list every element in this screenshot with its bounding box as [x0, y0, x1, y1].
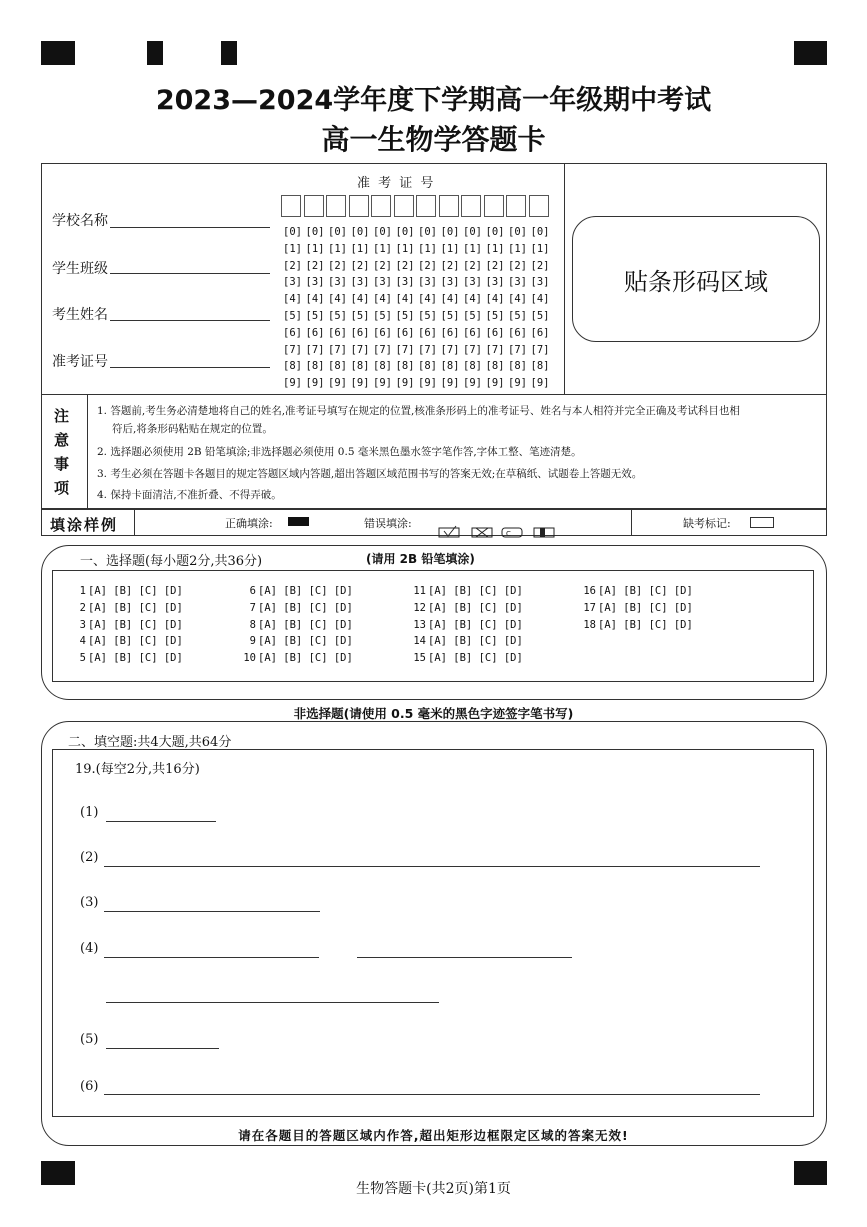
exam-id-bubble[interactable]: [5] — [373, 310, 392, 322]
exam-id-bubble[interactable]: [3] — [395, 276, 415, 289]
exam-id-bubble[interactable]: [7] — [418, 343, 437, 356]
exam-id-bubble[interactable]: [5] — [463, 310, 482, 322]
exam-id-bubble[interactable]: [4] — [283, 293, 302, 306]
exam-id-bubble[interactable]: [8] — [440, 360, 460, 373]
exam-id-bubble[interactable]: [2] — [350, 259, 370, 272]
exam-id-bubble[interactable]: [6] — [440, 326, 460, 339]
exam-id-bubble[interactable]: [9] — [530, 377, 550, 390]
choice-question-number: 2 — [79, 601, 86, 614]
q19-heading: 19.(每空2分,共16分) — [75, 762, 200, 777]
exam-id-bubble[interactable]: [5] — [418, 310, 437, 322]
fill-wrong-samples — [432, 514, 556, 542]
notice-heading-char: 项 — [54, 479, 70, 497]
exam-id-bubble[interactable]: [0] — [440, 226, 460, 238]
exam-id-bubble[interactable]: [8] — [350, 360, 370, 373]
exam-id-bubble[interactable]: [1] — [373, 242, 392, 255]
notice-divider — [87, 394, 88, 509]
exam-id-bubble[interactable]: [5] — [350, 310, 370, 322]
exam-id-bubble[interactable]: [7] — [395, 343, 415, 356]
exam-id-bubble[interactable]: [0] — [530, 226, 550, 238]
exam-id-bubble[interactable]: [7] — [328, 343, 347, 356]
exam-id-bubble[interactable]: [0] — [485, 226, 505, 238]
exam-id-bubble[interactable]: [1] — [395, 242, 415, 255]
fill-correct-label: 正确填涂: — [225, 517, 273, 530]
blank-label-4: (4) — [80, 941, 99, 956]
notice-heading-char: 意 — [54, 431, 70, 449]
fill-wrong-label: 错误填涂: — [364, 517, 412, 530]
exam-id-bubble[interactable]: [9] — [508, 377, 527, 390]
exam-id-bubble[interactable]: [0] — [373, 226, 392, 238]
page-subtitle: 高一生物学答题卡 — [321, 123, 546, 156]
choice-options[interactable]: [A] [B] [C] [D] — [428, 585, 523, 597]
exam-id-bubble[interactable]: [4] — [395, 293, 415, 306]
choice-question-number: 15 — [413, 652, 426, 665]
exam-id-box[interactable] — [529, 195, 549, 217]
blank-1-input[interactable] — [106, 821, 216, 822]
exam-id-bubble[interactable]: [6] — [530, 326, 550, 339]
notice-heading-char: 注 — [54, 407, 70, 425]
exam-id-bubble[interactable]: [8] — [418, 360, 437, 373]
exam-id-bubble[interactable]: [2] — [283, 259, 302, 272]
notice-item-4: 4. 保持卡面清洁,不准折叠、不得弄破。 — [97, 489, 282, 501]
notice-item-2: 2. 选择题必须使用 2B 铅笔填涂;非选择题必须使用 0.5 毫米黑色墨水签字笔作答,字体工整、笔迹清楚。 — [97, 446, 582, 458]
exam-id-bubble[interactable]: [2] — [440, 259, 460, 272]
exam-id-bubble[interactable]: [3] — [440, 276, 460, 289]
choice-question-number: 11 — [413, 585, 426, 597]
exam-id-bubble[interactable]: [4] — [485, 293, 505, 306]
exam-id-bubble[interactable]: [6] — [485, 326, 505, 339]
exam-id-bubble[interactable]: [6] — [395, 326, 415, 339]
barcode-label: 贴条形码区域 — [624, 268, 768, 296]
exam-id-bubble[interactable]: [9] — [305, 377, 325, 390]
choice-question-number: 14 — [413, 635, 426, 648]
blank-label-1: (1) — [80, 805, 99, 820]
exam-id-bubble[interactable]: [3] — [508, 276, 527, 289]
exam-id-bubble[interactable]: [5] — [305, 310, 325, 322]
registration-mark — [41, 41, 75, 65]
exam-id-bubble[interactable]: [2] — [373, 259, 392, 272]
blank-label-2: (2) — [80, 850, 99, 865]
exam-id-bubble[interactable]: [9] — [328, 377, 347, 390]
choice-question-number: 7 — [249, 601, 256, 614]
exam-id-bubble[interactable]: [0] — [305, 226, 325, 238]
exam-id-bubble[interactable]: [3] — [485, 276, 505, 289]
blank-2-input[interactable] — [104, 866, 760, 867]
registration-mark — [221, 41, 237, 65]
page-footer: 生物答题卡(共2页)第1页 — [356, 1181, 511, 1197]
exam-id-box[interactable] — [326, 195, 346, 217]
exam-id-bubble[interactable]: [0] — [283, 226, 302, 238]
exam-id-bubble[interactable]: [8] — [373, 360, 392, 373]
exam-id-bubble[interactable]: [0] — [350, 226, 370, 238]
choice-question-number: 8 — [249, 618, 256, 631]
exam-id-bubble[interactable]: [6] — [418, 326, 437, 339]
exam-id-bubble[interactable]: [3] — [418, 276, 437, 289]
exam-id-bubble[interactable]: [6] — [463, 326, 482, 339]
exam-id-bubble[interactable]: [4] — [440, 293, 460, 306]
blank-6-input[interactable] — [104, 1094, 760, 1095]
choice-options[interactable]: [A] [B] [C] [D] — [88, 652, 183, 665]
exam-id-bubble[interactable]: [9] — [373, 377, 392, 390]
choice-question-number: 16 — [583, 585, 596, 597]
section2-title: 二、填空题:共4大题,共64分 — [68, 735, 232, 750]
exam-id-bubble[interactable]: [3] — [305, 276, 325, 289]
exam-id-bubble[interactable]: [8] — [463, 360, 482, 373]
exam-id-bubble[interactable]: [0] — [508, 226, 527, 238]
fill-sample-heading: 填涂样例 — [50, 516, 119, 534]
exam-id-bubble[interactable]: [6] — [283, 326, 302, 339]
choice-question-number: 5 — [79, 652, 86, 665]
notice-heading — [54, 404, 69, 500]
exam-id-bubble[interactable]: [1] — [350, 242, 370, 255]
choice-question-number: 10 — [243, 652, 256, 665]
exam-id-bubble[interactable]: [9] — [485, 377, 505, 390]
choice-options[interactable]: [A] [B] [C] [D] — [88, 618, 183, 631]
exam-id-bubble[interactable]: [4] — [373, 293, 392, 306]
exam-id-bubble[interactable]: [3] — [463, 276, 482, 289]
exam-id-bubble[interactable]: [3] — [350, 276, 370, 289]
exam-id-bubble[interactable]: [2] — [328, 259, 347, 272]
exam-id-bubble[interactable]: [2] — [508, 259, 527, 272]
exam-id-box[interactable] — [416, 195, 436, 217]
absent-mark-box[interactable] — [750, 517, 774, 528]
exam-id-bubble[interactable]: [5] — [530, 310, 550, 322]
exam-id-bubble[interactable]: [2] — [305, 259, 325, 272]
choice-options[interactable]: [A] [B] [C] [D] — [88, 635, 183, 648]
choice-options[interactable]: [A] [B] [C] [D] — [258, 601, 353, 614]
choice-question-number: 9 — [249, 635, 256, 648]
exam-id-bubble[interactable]: [7] — [373, 343, 392, 356]
exam-id-box[interactable] — [281, 195, 301, 217]
exam-id-bubble[interactable]: [7] — [485, 343, 505, 356]
exam-id-box[interactable] — [349, 195, 369, 217]
field-examid-input[interactable] — [110, 367, 270, 368]
exam-id-bubble[interactable]: [2] — [418, 259, 437, 272]
exam-id-bubble[interactable]: [9] — [395, 377, 415, 390]
choice-question-number: 17 — [583, 601, 596, 614]
section1-note: (请用 2B 铅笔填涂) — [366, 552, 475, 566]
exam-id-box[interactable] — [461, 195, 481, 217]
exam-id-bubble[interactable]: [7] — [440, 343, 460, 356]
blank-4b-input[interactable] — [357, 957, 572, 958]
exam-id-bubble[interactable]: [3] — [328, 276, 347, 289]
exam-id-bubble[interactable]: [5] — [485, 310, 505, 322]
exam-id-box[interactable] — [506, 195, 526, 217]
notice-heading-char: 事 — [54, 455, 70, 473]
choice-options[interactable]: [A] [B] [C] [D] — [428, 601, 523, 614]
exam-id-bubble[interactable]: [4] — [350, 293, 370, 306]
fill-sample-divider — [134, 509, 135, 536]
choice-options[interactable]: [A] [B] [C] [D] — [258, 635, 353, 648]
fill-correct-sample — [288, 517, 309, 526]
exam-id-bubble[interactable]: [7] — [350, 343, 370, 356]
exam-id-bubble[interactable]: [8] — [395, 360, 415, 373]
wrong-fill-icons — [438, 525, 556, 539]
exam-id-bubble[interactable]: [7] — [305, 343, 325, 356]
choice-question-number: 12 — [413, 601, 426, 614]
exam-id-bubble[interactable]: [1] — [440, 242, 460, 255]
exam-id-bubble[interactable]: [5] — [440, 310, 460, 322]
exam-id-bubble[interactable]: [5] — [395, 310, 415, 322]
choice-question-number: 3 — [79, 618, 86, 631]
exam-id-bubble[interactable]: [1] — [508, 242, 527, 255]
fill-sample-divider — [631, 509, 632, 536]
exam-id-bubble[interactable]: [1] — [530, 242, 550, 255]
exam-id-bubble[interactable]: [5] — [283, 310, 302, 322]
exam-id-bubble[interactable]: [1] — [328, 242, 347, 255]
choice-question-number: 6 — [249, 585, 256, 597]
exam-id-bubble[interactable]: [4] — [418, 293, 437, 306]
exam-id-bubble[interactable]: [6] — [373, 326, 392, 339]
blank-3-input[interactable] — [104, 911, 320, 912]
notice-item-1-cont: 符后,将条形码粘贴在规定的位置。 — [112, 423, 273, 435]
exam-id-bubble[interactable]: [7] — [508, 343, 527, 356]
exam-id-bubble[interactable]: [5] — [508, 310, 527, 322]
exam-id-box[interactable] — [304, 195, 324, 217]
choice-question-number: 13 — [413, 618, 426, 631]
exam-id-bubble[interactable]: [2] — [463, 259, 482, 272]
exam-id-bubble[interactable]: [0] — [463, 226, 482, 238]
exam-id-bubble[interactable]: [0] — [328, 226, 347, 238]
exam-id-bubble[interactable]: [9] — [418, 377, 437, 390]
field-class-input[interactable] — [110, 273, 270, 274]
field-class-label: 学生班级 — [52, 261, 108, 277]
exam-id-bubble[interactable]: [8] — [485, 360, 505, 373]
choice-options[interactable]: [A] [B] [C] [D] — [258, 652, 353, 665]
exam-id-heading: 准 考 证 号 — [357, 176, 436, 191]
notice-item-3: 3. 考生必须在答题卡各题目的规定答题区域内答题,超出答题区域范围书写的答案无效;在草稿纸、试题卷上答题无效。 — [97, 468, 643, 480]
choice-options[interactable]: [A] [B] [C] [D] — [598, 585, 693, 597]
field-school-label: 学校名称 — [52, 213, 108, 229]
choice-question-number: 1 — [79, 585, 86, 597]
nonchoice-note: 非选择题(请使用 0.5 毫米的黑色字迹签字笔书写) — [293, 706, 574, 721]
field-school-input[interactable] — [110, 227, 270, 228]
exam-id-bubble[interactable]: [1] — [283, 242, 302, 255]
choice-options[interactable]: [A] [B] [C] [D] — [258, 585, 353, 597]
exam-id-bubble[interactable]: [2] — [530, 259, 550, 272]
exam-id-bubble[interactable]: [6] — [350, 326, 370, 339]
exam-id-bubble[interactable]: [3] — [373, 276, 392, 289]
choice-options[interactable]: [A] [B] [C] [D] — [88, 585, 183, 597]
blank-4c-input[interactable] — [106, 1002, 439, 1003]
registration-mark — [794, 41, 827, 65]
exam-id-bubble[interactable]: [8] — [305, 360, 325, 373]
exam-id-bubble[interactable]: [2] — [395, 259, 415, 272]
exam-id-bubble[interactable]: [4] — [530, 293, 550, 306]
exam-id-bubble[interactable]: [7] — [530, 343, 550, 356]
exam-id-bubble[interactable]: [1] — [305, 242, 325, 255]
exam-id-bubble[interactable]: [6] — [508, 326, 527, 339]
blank-4a-input[interactable] — [104, 957, 319, 958]
answer-area-warning: 请在各题目的答题区域内作答,超出矩形边框限定区域的答案无效! — [238, 1128, 629, 1143]
choice-options[interactable]: [A] [B] [C] [D] — [598, 601, 693, 614]
notice-item-1: 1. 答题前,考生务必清楚地将自己的姓名,准考证号填写在规定的位置,核准条形码上的准考证号、姓名与本人相符并完全正确及考试科目也相 — [97, 405, 740, 417]
svg-text:C: C — [506, 530, 512, 538]
exam-id-bubble[interactable]: [4] — [305, 293, 325, 306]
exam-id-box[interactable] — [394, 195, 414, 217]
exam-id-bubble[interactable]: [9] — [283, 377, 302, 390]
exam-id-bubble[interactable]: [4] — [508, 293, 527, 306]
choice-options[interactable]: [A] [B] [C] [D] — [428, 635, 523, 648]
exam-id-bubble[interactable]: [5] — [328, 310, 347, 322]
exam-id-bubble[interactable]: [3] — [283, 276, 302, 289]
exam-id-bubble[interactable]: [1] — [463, 242, 482, 255]
exam-id-bubble[interactable]: [8] — [283, 360, 302, 373]
exam-id-bubble[interactable]: [6] — [328, 326, 347, 339]
blank-label-3: (3) — [80, 895, 99, 910]
blank-label-6: (6) — [80, 1079, 99, 1094]
exam-id-bubble[interactable]: [3] — [530, 276, 550, 289]
field-name-label: 考生姓名 — [52, 307, 108, 323]
field-examid-label: 准考证号 — [52, 354, 108, 370]
exam-id-bubble[interactable]: [8] — [508, 360, 527, 373]
exam-id-bubble[interactable]: [1] — [485, 242, 505, 255]
fill-absent-label: 缺考标记: — [683, 517, 731, 530]
exam-id-box[interactable] — [484, 195, 504, 217]
exam-id-bubble[interactable]: [8] — [530, 360, 550, 373]
exam-id-bubble[interactable]: [7] — [283, 343, 302, 356]
exam-id-bubble[interactable]: [0] — [395, 226, 415, 238]
choice-options[interactable]: [A] [B] [C] [D] — [598, 618, 693, 631]
exam-id-bubble[interactable]: [9] — [440, 377, 460, 390]
exam-id-bubble[interactable]: [1] — [418, 242, 437, 255]
section1-title: 一、选择题(每小题2分,共36分) — [76, 550, 266, 569]
choice-options[interactable]: [A] [B] [C] [D] — [428, 652, 523, 665]
page-title: 2023—2024学年度下学期高一年级期中考试 — [155, 85, 712, 116]
blank-5-input[interactable] — [106, 1048, 219, 1049]
registration-mark — [147, 41, 163, 65]
exam-id-bubble[interactable]: [9] — [463, 377, 482, 390]
choice-options[interactable]: [A] [B] [C] [D] — [258, 618, 353, 631]
exam-id-bubble[interactable]: [2] — [485, 259, 505, 272]
exam-id-box[interactable] — [371, 195, 391, 217]
exam-id-bubble[interactable]: [8] — [328, 360, 347, 373]
exam-id-bubble[interactable]: [6] — [305, 326, 325, 339]
exam-id-bubble[interactable]: [7] — [463, 343, 482, 356]
exam-id-bubble[interactable]: [9] — [350, 377, 370, 390]
field-name-input[interactable] — [110, 320, 270, 321]
choice-question-number: 4 — [79, 635, 86, 648]
exam-id-box[interactable] — [439, 195, 459, 217]
blank-label-5: (5) — [80, 1032, 99, 1047]
exam-id-bubble[interactable]: [0] — [418, 226, 437, 238]
exam-id-bubble[interactable]: [4] — [328, 293, 347, 306]
q19-answer-area — [52, 749, 814, 1117]
exam-id-bubble[interactable]: [4] — [463, 293, 482, 306]
choice-options[interactable]: [A] [B] [C] [D] — [88, 601, 183, 614]
info-divider — [564, 163, 565, 395]
choice-question-number: 18 — [583, 618, 596, 631]
choice-options[interactable]: [A] [B] [C] [D] — [428, 618, 523, 631]
